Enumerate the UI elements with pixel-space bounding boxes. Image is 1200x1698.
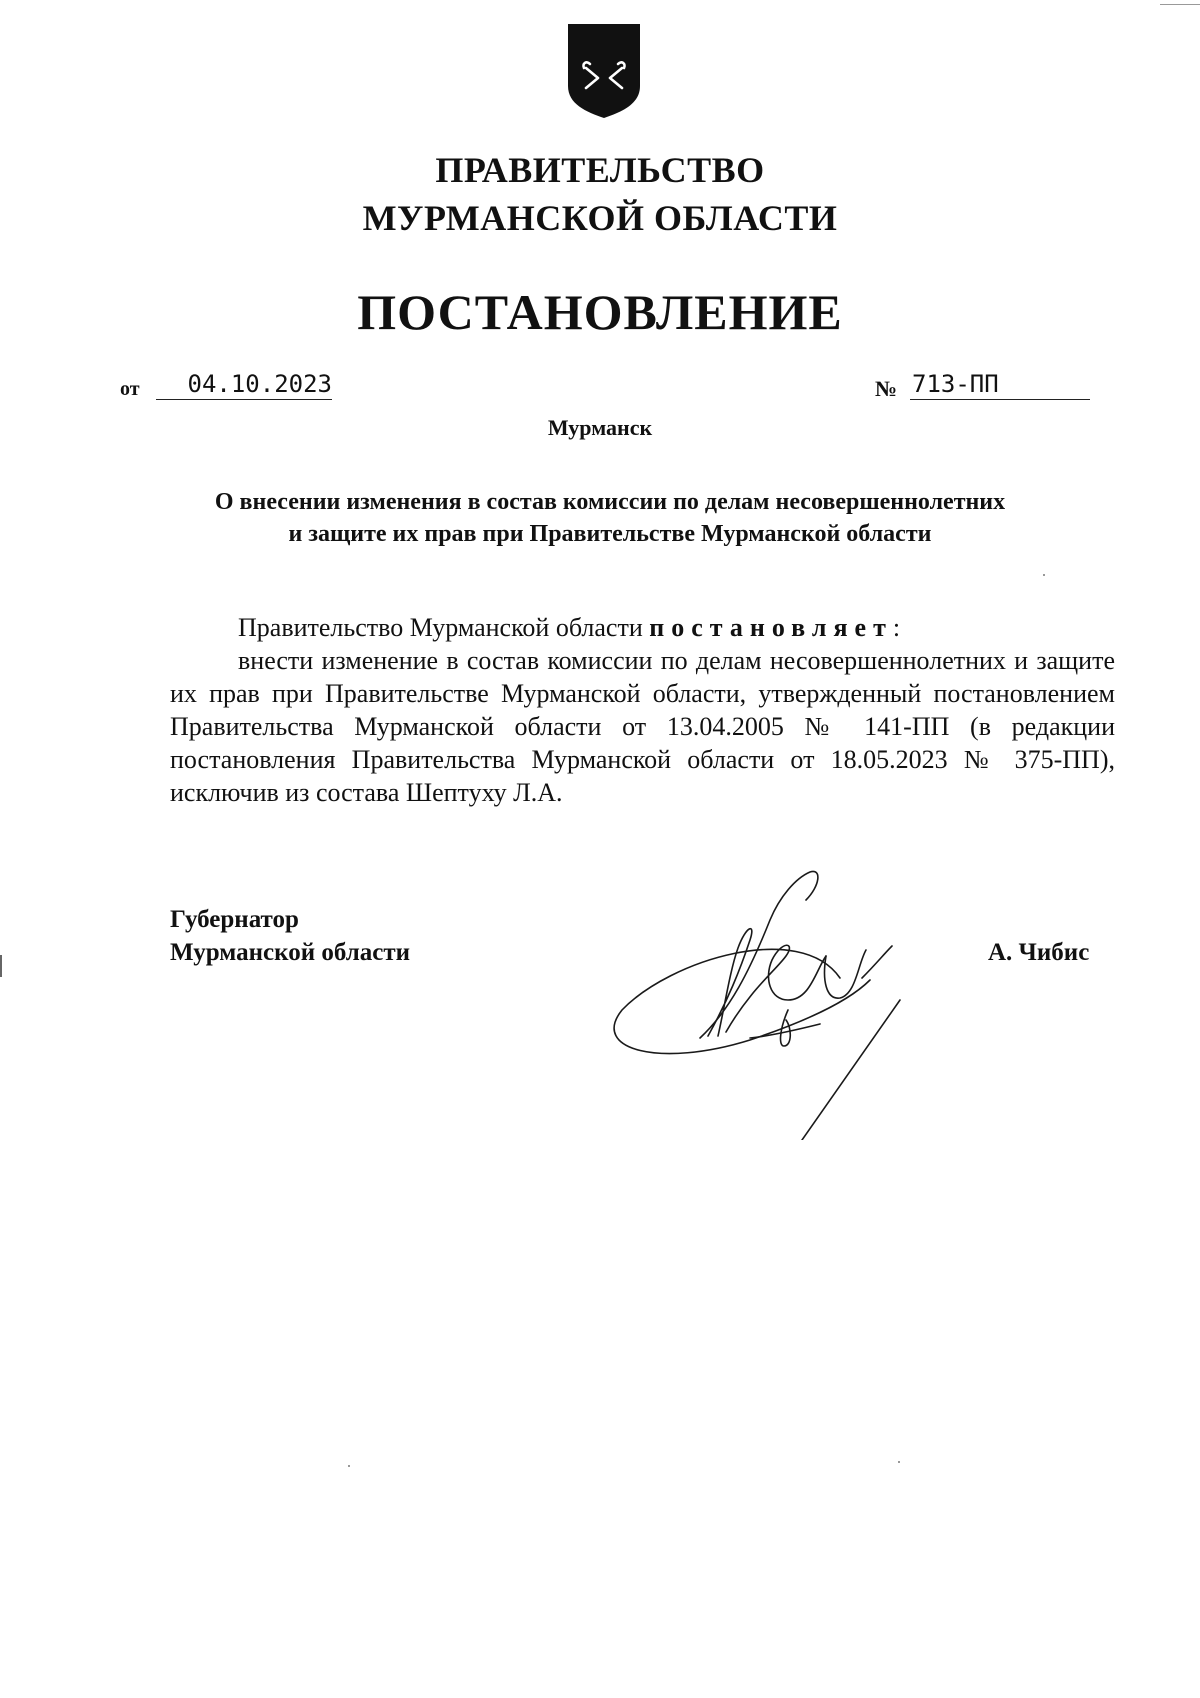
subject-line-1: О внесении изменения в состав комиссии по делам несовершеннолетних	[214, 489, 1006, 515]
scan-speck	[1160, 4, 1200, 5]
document-subject	[150, 486, 1070, 550]
scan-speck	[1043, 574, 1045, 576]
government-line-1: ПРАВИТЕЛЬСТВО	[435, 150, 765, 190]
signatory-name: А. Чибис	[988, 939, 1090, 966]
scan-speck	[0, 955, 2, 977]
number-value: 713-ПП	[910, 370, 1090, 400]
coat-of-arms-icon	[564, 20, 644, 120]
document-meta-row	[120, 370, 1100, 410]
date-value: 04.10.2023	[156, 370, 332, 400]
scan-speck	[348, 1465, 350, 1467]
intro-text: Правительство Мурманской области	[238, 613, 650, 642]
number-label: №	[875, 376, 898, 401]
scan-speck	[898, 1461, 900, 1463]
body-intro	[170, 611, 1115, 644]
date-label: от	[120, 378, 140, 400]
body-main-paragraph: внести изменение в состав комиссии по делам несовершеннолетних и защите их прав при Правительстве Мурманской области, утвержденный постановлением Правительства Мурманской области от 13.04.2005 № 141-ПП (в редакции постановления Правительства Мурманской области от 18.05.2023 № 375-ПП), исключив из состава Шептуху Л.А.	[170, 646, 1115, 807]
position-line-1: Губернатор	[170, 906, 299, 933]
intro-colon: :	[892, 613, 901, 642]
signatory-position	[170, 903, 410, 969]
document-type: ПОСТАНОВЛЕНИЕ	[357, 284, 843, 340]
decree-word: постановляет	[649, 613, 893, 642]
subject-line-2: и защите их прав при Правительстве Мурманской области	[288, 521, 932, 547]
government-name	[300, 146, 900, 242]
city-name: Мурманск	[547, 415, 653, 440]
position-line-2: Мурманской области	[170, 939, 411, 966]
government-line-2: МУРМАНСКОЙ ОБЛАСТИ	[362, 198, 838, 238]
handwritten-signature	[600, 860, 930, 1140]
